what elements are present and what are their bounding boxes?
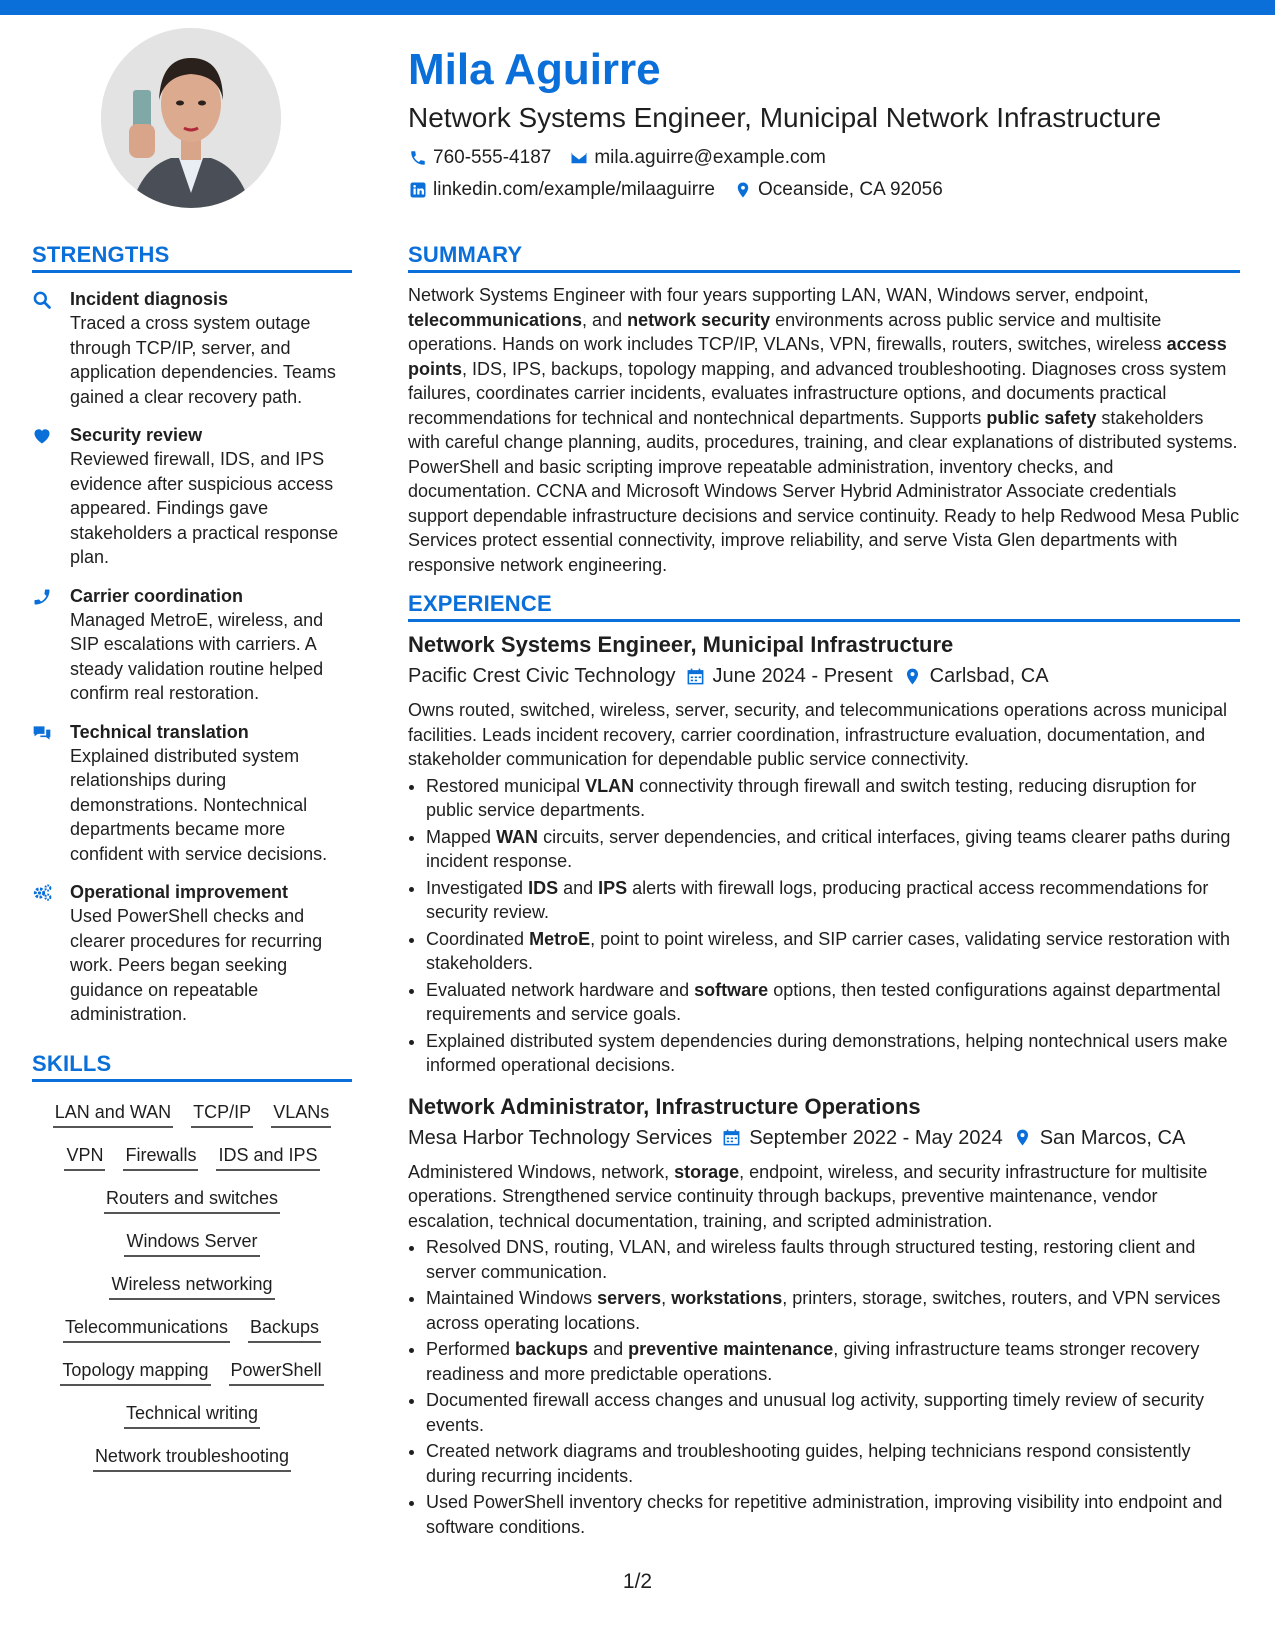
job-title: Network Systems Engineer, Municipal Infrastructure [408,632,954,657]
job-location-group [903,660,1049,692]
skill-tag: VLANs [271,1100,331,1128]
summary-heading: SUMMARY [408,242,1240,273]
job-title: Network Administrator, Infrastructure Operations [408,1093,921,1119]
job-dates-group [686,660,893,692]
job-dates-group [722,1122,1003,1154]
strength-title: Carrier coordination [70,585,244,606]
resume-header [408,40,1248,206]
job-bullets [408,1235,1240,1539]
skill-row [104,1186,280,1214]
chat-bubbles-icon [32,720,70,867]
gears-icon [32,880,70,1027]
skill-tag: PowerShell [229,1358,324,1386]
linkedin-contact[interactable] [408,174,715,206]
strength-desc: Traced a cross system outage through TCP/IP, server, and application dependencies. Teams gained a clear recovery path. [70,313,336,407]
job-entry [408,630,1240,1078]
calendar-icon [722,1128,741,1147]
strength-desc: Used PowerShell checks and clearer procedures for recurring work. Peers began seeking guidance on repeatable administration. [70,906,323,1024]
experience-heading: EXPERIENCE [408,591,1240,622]
envelope-icon [569,148,589,168]
skill-tag: Wireless networking [109,1272,274,1300]
job-bullet: • Created network diagrams and troubleshooting guides, helping technicians respond consistently during recurring incidents. [426,1439,1240,1488]
job-bullet: • Evaluated network hardware and software options, then tested configurations against departmental requirements and service goals. [426,978,1240,1027]
job-bullet: • Documented firewall access changes and unusual log activity, supporting timely review of security events. [426,1388,1240,1437]
location-contact [733,174,943,206]
skill-tag: IDS and IPS [216,1143,319,1171]
phone-icon [32,584,70,706]
phone-icon [408,148,428,168]
strength-desc: Managed MetroE, wireless, and SIP escalations with carriers. A steady validation routine helped confirm real restoration. [70,609,324,703]
skill-tag: Backups [248,1315,321,1343]
job-bullet: • Coordinated MetroE, point to point wireless, and SIP carrier cases, validating service restoration with stakeholders. [426,927,1240,976]
page-number: 1/2 [622,1570,653,1593]
job-location-group [1013,1122,1186,1154]
phone-text: 760-555-4187 [433,147,552,168]
strength-title: Security review [70,425,203,445]
summary-text: Network Systems Engineer with four years supporting LAN, WAN, Windows server, endpoint, telecommunications, and network security environments across public service and multisite operations. Hands on work includes TCP/IP, VLANs, VPN, firewalls, routers, switches, wireless access points, IDS, IPS, backups, topology mapping, and advanced troubleshooting. Diagnoses cross system failures, coordinates carrier incidents, evaluates infrastructure options, and documents practical recommendations for technical and nontechnical departments. Supports public safety stakeholders with careful change planning, audits, procedures, training, and clear explanations of distributed systems. PowerShell and basic scripting improve repeatable administration, inventory checks, and documentation. CCNA and Microsoft Windows Server Hybrid Administrator Associate credentials support dependable infrastructure decisions and service continuity. Ready to help Redwood Mesa Public Services protect essential connectivity, improve reliability, and serve Vista Glen departments with responsive network engineering. [408,285,1240,575]
job-bullets [408,774,1240,1078]
strength-title: Operational improvement [70,882,289,902]
skill-row [124,1401,260,1429]
skill-tag: TCP/IP [191,1100,253,1128]
right-column [408,242,1240,1541]
skill-tag: LAN and WAN [53,1100,173,1128]
profile-photo [101,28,281,208]
skill-row [60,1358,323,1386]
job-bullet: • Used PowerShell inventory checks for repetitive administration, improving visibility into endpoint and software conditions. [426,1490,1240,1539]
job-meta [408,660,1240,692]
calendar-icon [686,667,705,686]
phone-contact [408,142,551,174]
candidate-name: Mila Aguirre [408,45,661,94]
strength-item [32,423,352,570]
email-contact[interactable] [569,142,826,174]
strength-item [32,287,352,409]
map-pin-icon [903,667,922,686]
strength-item [32,584,352,706]
skill-row [53,1100,331,1128]
skill-row [124,1229,259,1257]
skill-row [63,1315,321,1343]
job-company: Mesa Harbor Technology Services [408,1126,713,1149]
strengths-heading: STRENGTHS [32,242,352,273]
job-description: Administered Windows, network, storage, endpoint, wireless, and security infrastructure for multisite operations. Strengthened service continuity through backups, preventive maintenance, vendor escalation, technical documentation, training, and scripted administration. [408,1161,1208,1231]
job-description: Owns routed, switched, wireless, server, security, and telecommunications operations across municipal facilities. Leads incident recovery, carrier coordination, infrastructure evaluation, documentation, and stakeholder communication for dependable public service connectivity. [408,700,1228,769]
strength-desc: Reviewed firewall, IDS, and IPS evidence after suspicious access appeared. Findings gave stakeholders a practical response plan. [70,449,339,567]
skills-heading: SKILLS [32,1051,352,1082]
contact-row-1 [408,142,1248,174]
linkedin-text[interactable]: linkedin.com/example/milaaguirre [433,179,715,200]
job-dates: June 2024 - Present [712,665,893,687]
job-bullet: • Restored municipal VLAN connectivity through firewall and switch testing, reducing disruption for public service departments. [426,774,1240,823]
linkedin-icon [408,180,428,200]
job-bullet: • Resolved DNS, routing, VLAN, and wireless faults through structured testing, restoring client and server communication. [426,1235,1240,1284]
skill-row [64,1143,319,1171]
skill-tag: Windows Server [124,1229,259,1257]
candidate-title: Network Systems Engineer, Municipal Network Infrastructure [408,102,1162,133]
map-pin-icon [1013,1128,1032,1147]
skills-list [32,1100,352,1472]
skill-tag: VPN [64,1143,105,1171]
job-location: San Marcos, CA [1039,1126,1186,1149]
strength-title: Technical translation [70,721,249,742]
job-company: Pacific Crest Civic Technology [408,665,676,687]
strength-item [32,880,352,1027]
job-meta [408,1122,1240,1154]
heart-icon [32,423,70,570]
left-column [32,242,352,1472]
strength-item [32,720,352,867]
top-accent-bar [0,0,1275,15]
email-text[interactable]: mila.aguirre@example.com [594,147,826,168]
job-dates: September 2022 - May 2024 [749,1126,1003,1149]
location-text: Oceanside, CA 92056 [757,179,943,200]
job-entry [408,1092,1240,1540]
strength-desc: Explained distributed system relationships during demonstrations. Nontechnical departments became more confident with service decisions. [70,745,328,864]
job-bullet: • Explained distributed system dependencies during demonstrations, helping nontechnical users make informed operational decisions. [426,1029,1240,1078]
skill-tag: Firewalls [123,1143,198,1171]
profile-photo-illustration [101,28,281,208]
job-bullet: • Performed backups and preventive maintenance, giving infrastructure teams stronger recovery readiness and more predictable operations. [426,1337,1240,1386]
skill-tag: Network troubleshooting [93,1444,291,1472]
skill-tag: Telecommunications [63,1315,230,1343]
job-bullet: • Mapped WAN circuits, server dependencies, and critical interfaces, giving teams clearer paths during incident response. [426,825,1240,874]
contact-row-2 [408,174,1248,206]
job-location: Carlsbad, CA [929,665,1049,687]
job-bullet: • Maintained Windows servers, workstations, printers, storage, switches, routers, and VPN services across operating locations. [426,1286,1240,1335]
skill-row [93,1444,291,1472]
map-pin-icon [733,180,753,200]
skill-tag: Topology mapping [60,1358,210,1386]
search-icon [32,287,70,409]
strength-title: Incident diagnosis [70,289,229,309]
skill-row [109,1272,274,1300]
skill-tag: Technical writing [124,1401,260,1429]
job-bullet: • Investigated IDS and IPS alerts with firewall logs, producing practical access recommendations for security review. [426,876,1240,925]
skill-tag: Routers and switches [104,1186,280,1214]
